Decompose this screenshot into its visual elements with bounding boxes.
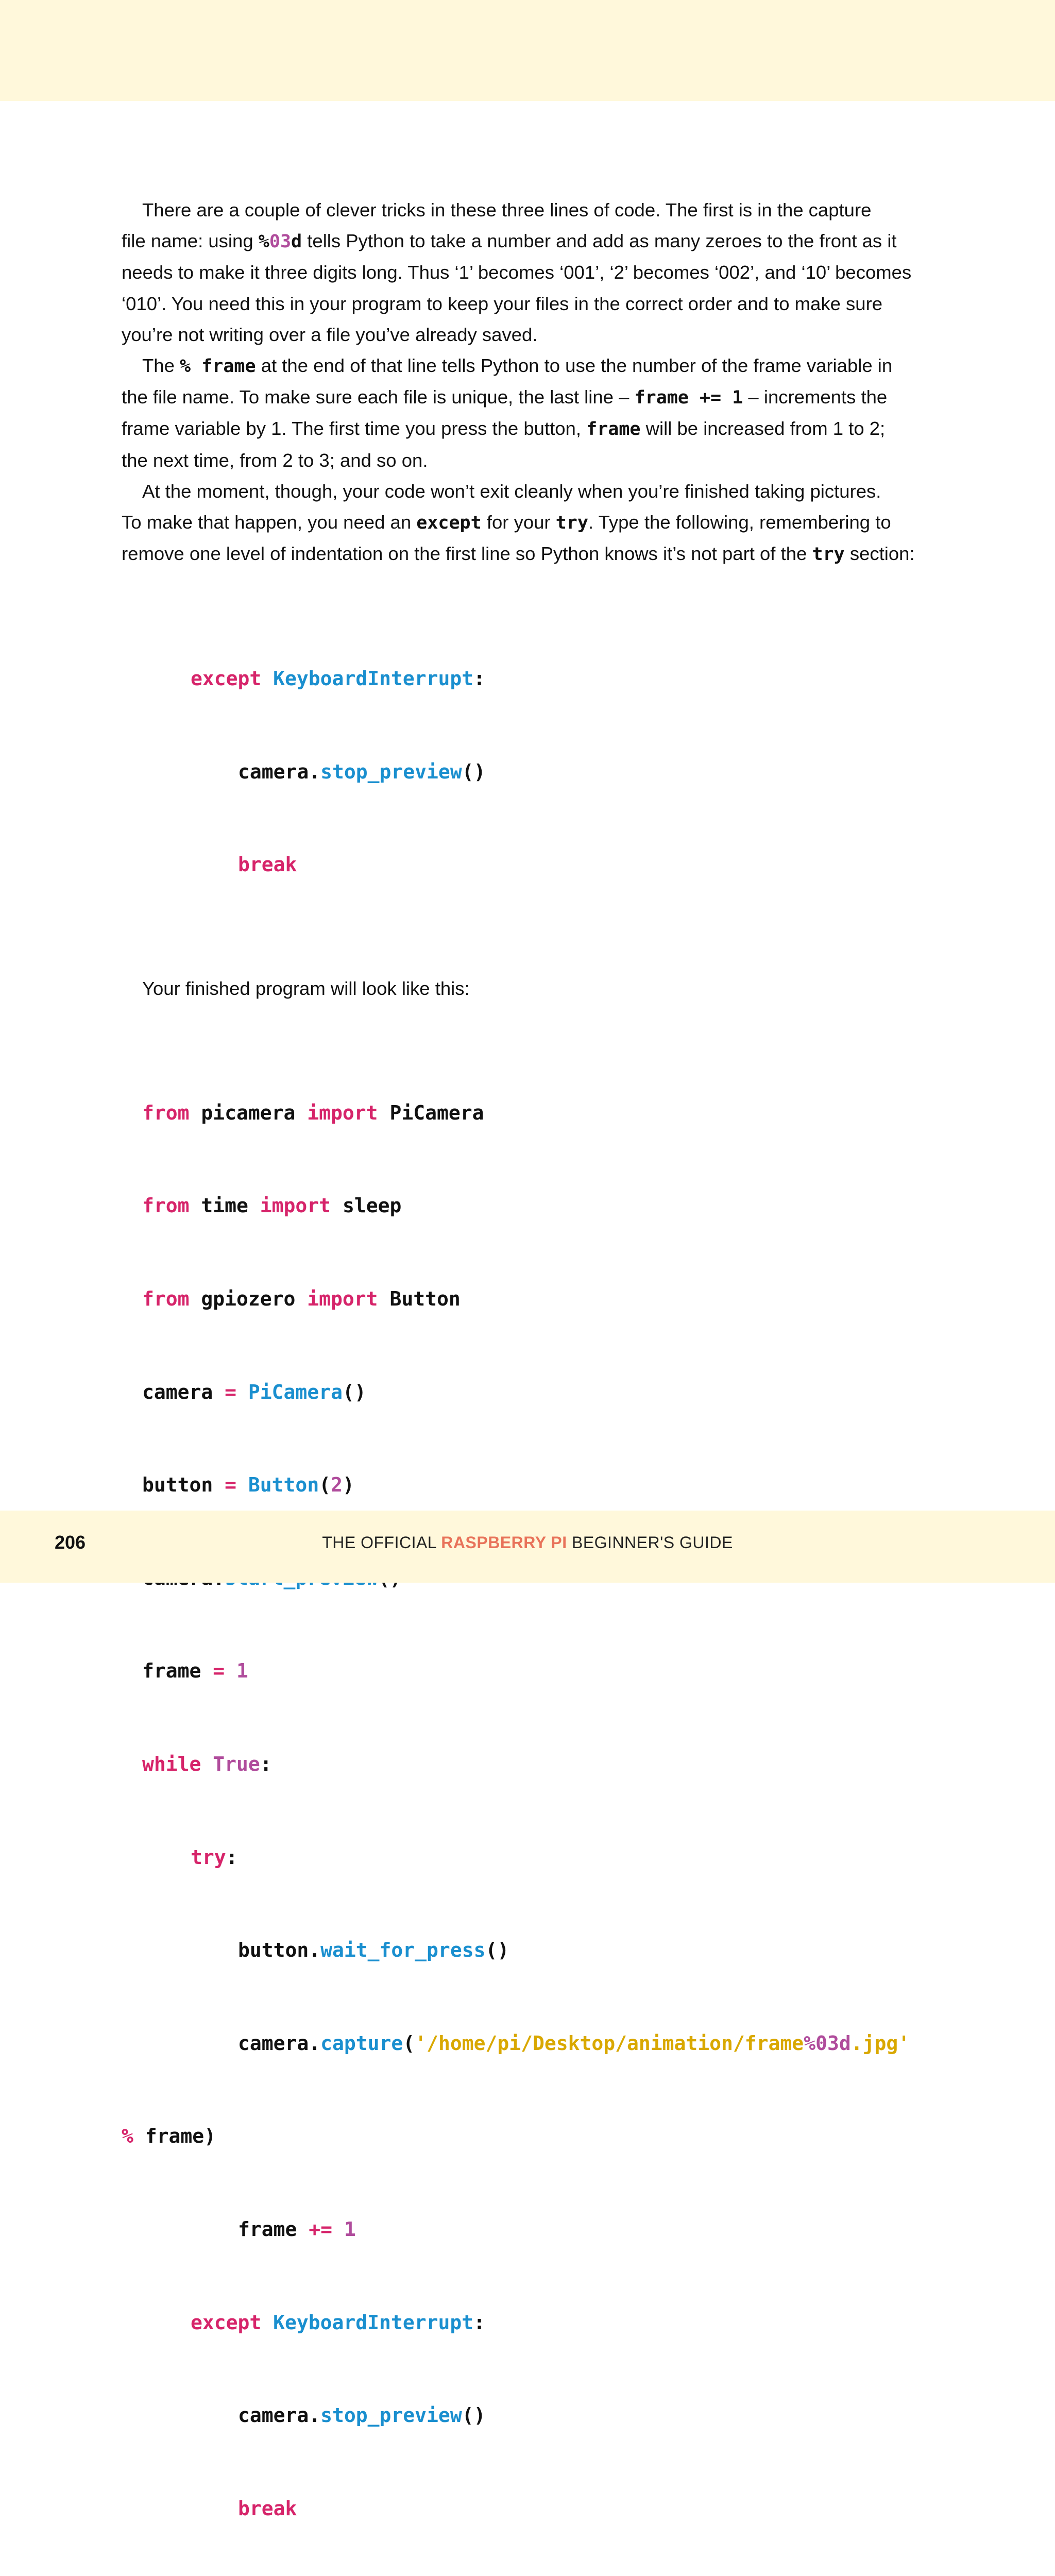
inline-code: % frame [180,356,256,377]
code-operator: = [225,1380,237,1403]
code-token: frame [238,2217,309,2241]
code-class: Button [236,1473,319,1497]
text: the file name. To make sure each file is unique, the last line – [122,386,635,408]
code-function: stop_preview [320,760,462,783]
paragraph-2 [122,350,925,476]
code-token: 03 [269,231,292,252]
code-string: '/home/pi/Desktop/animation/frame [415,2031,804,2055]
code-keyword: try [191,1845,226,1869]
inline-code: frame += 1 [634,387,743,409]
code-token: picamera [189,1101,308,1124]
inline-code: try [812,544,845,565]
text: At the moment, though, your code won’t exit cleanly when you’re finished taking pictures. [142,480,881,502]
code-class: PiCamera [236,1380,343,1403]
code-token: ( [319,1473,331,1497]
code-snippet-except [122,601,925,942]
code-token: sleep [331,1194,402,1217]
code-token: gpiozero [189,1287,308,1310]
paragraph-1 [122,195,925,350]
code-keyword: while [142,1752,201,1775]
code-keyword: import [307,1287,378,1310]
text: ‘010’. You need this in your program to keep your files in the correct order and to make sure [122,293,883,314]
code-token: camera. [238,2031,321,2055]
inline-code [259,231,302,252]
code-operator: += [309,2217,333,2241]
code-token: () [342,1380,366,1403]
code-string: .jpg' [850,2031,910,2055]
code-number: 1 [225,1659,248,1683]
code-token: () [485,1939,509,1962]
book-title [0,1529,1055,1556]
code-token: button [142,1473,225,1497]
text: at the end of that line tells Python to use the number of the frame variable in [256,355,893,377]
code-token: () [462,760,486,783]
text: . Type the following, remembering to [588,512,891,533]
text: section: [844,543,915,565]
code-token: d [291,231,302,252]
code-format: %03d [804,2031,851,2055]
code-keyword: break [238,2497,297,2520]
text: – increments the [743,386,888,408]
inline-code: except [416,513,482,534]
code-token: frame) [133,2125,216,2148]
code-function: stop_preview [320,2404,462,2427]
code-keyword: break [238,853,297,876]
code-token: % [258,231,269,252]
code-program [122,1035,925,2576]
code-operator: = [213,1659,225,1683]
code-token: : [226,1845,238,1869]
code-keyword: from [142,1101,190,1124]
page-number: 206 [55,1532,86,1553]
code-constant: True [201,1752,260,1775]
code-token: camera. [238,760,321,783]
code-token: button. [238,1939,321,1962]
text: There are a couple of clever tricks in these three lines of code. The first is in the capture [142,199,872,221]
code-token: PiCamera [378,1101,484,1124]
book-title-prefix: THE OFFICIAL [322,1533,441,1552]
code-token: : [260,1752,272,1775]
code-class: KeyboardInterrupt [261,2311,474,2334]
code-function: capture [320,2031,403,2055]
inline-code: frame [586,419,641,440]
code-token: camera. [238,2404,321,2427]
code-keyword: from [142,1287,190,1310]
code-keyword: import [307,1101,378,1124]
text: will be increased from 1 to 2; [640,418,886,439]
code-operator: = [225,1473,237,1497]
text: frame variable by 1. The first time you press the button, [122,418,587,439]
text: remove one level of indentation on the first line so Python knows it’s not part of the [122,543,812,565]
book-title-accent: RASPBERRY PI [441,1533,567,1552]
code-token: frame [142,1659,213,1683]
text: To make that happen, you need an [122,512,417,533]
code-token: : [473,2311,485,2334]
code-keyword: except [191,2311,262,2334]
inline-code: try [555,513,588,534]
code-class: KeyboardInterrupt [273,667,474,690]
code-keyword: except [191,667,262,690]
text: tells Python to take a number and add as many zeroes to the front as it [302,230,897,252]
text: needs to make it three digits long. Thus ‘1’ becomes ‘001’, ‘2’ becomes ‘002’, and ‘10’ becomes [122,262,912,283]
code-number: 1 [332,2217,356,2241]
code-function: wait_for_press [320,1939,486,1962]
paragraph-4 [122,973,925,1004]
code-token: ) [342,1473,354,1497]
code-operator: % [122,2125,133,2148]
code-keyword: from [142,1194,190,1217]
code-token: : [473,667,485,690]
text: for your [481,512,556,533]
paragraph-3 [122,476,925,570]
text: file name: using [122,230,259,252]
book-title-suffix: BEGINNER'S GUIDE [567,1533,733,1552]
header-band [0,0,1055,101]
code-keyword: import [260,1194,331,1217]
code-token: camera [142,1380,225,1403]
code-number: 2 [331,1473,343,1497]
text: Your finished program will look like this: [142,978,470,999]
code-token: time [189,1194,260,1217]
text: the next time, from 2 to 3; and so on. [122,449,428,471]
text: The [142,355,180,377]
code-token: () [462,2404,486,2427]
text: you’re not writing over a file you’ve already saved. [122,324,538,345]
code-token: Button [378,1287,461,1310]
code-token: ( [403,2031,415,2055]
page-content [122,195,925,2576]
